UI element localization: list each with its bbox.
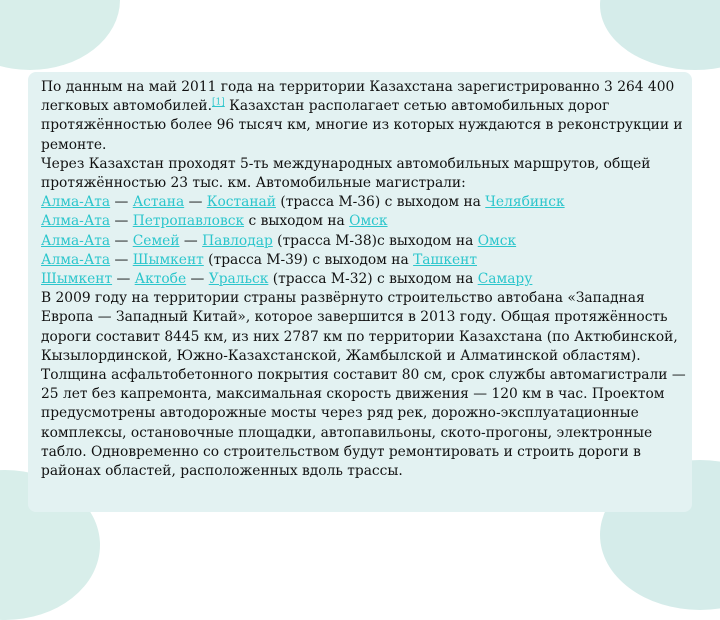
city-link[interactable]: Петропавловск xyxy=(132,213,245,230)
intro-text-cont: Казахстан располагает сетью автомобильных дорог протяжённостью более 96 тысяч км, многие из которых нуждаются в реконструкции и ремонте. xyxy=(41,98,683,153)
route-text: (трасса М-36) с выходом на xyxy=(275,194,486,211)
city-link[interactable]: Омск xyxy=(349,213,388,230)
city-link[interactable]: Челябинск xyxy=(485,194,565,211)
city-link[interactable]: Уральск xyxy=(208,271,269,288)
routes-intro: Через Казахстан проходят 5-ть международных автомобильных маршрутов, общей протяжённостью 23 тыс. км. Автомобильные магистрали: xyxy=(41,155,651,192)
intro-text: По данным на май 2011 года на территории Казахстана зарегистрированно 3 264 400 легковых автомобилей. xyxy=(41,79,675,115)
intro-paragraph xyxy=(41,78,691,155)
separator: — xyxy=(186,271,209,288)
route-line-3 xyxy=(41,232,691,251)
corner-decoration xyxy=(600,0,720,70)
city-link[interactable]: Алма-Ата xyxy=(41,213,111,230)
route-text: (трасса М-32) с выходом на xyxy=(268,271,478,288)
separator: — xyxy=(112,271,135,288)
separator: — xyxy=(110,213,133,230)
city-link[interactable]: Шымкент xyxy=(132,251,204,268)
route-line-1 xyxy=(41,193,691,212)
route-text: (трасса М-39) с выходом на xyxy=(203,251,414,268)
separator: — xyxy=(110,194,133,211)
city-link[interactable]: Семей xyxy=(132,232,180,249)
city-link[interactable]: Актобе xyxy=(134,271,187,288)
route-line-5 xyxy=(41,270,691,289)
city-link[interactable]: Алма-Ата xyxy=(41,194,111,211)
separator: — xyxy=(184,194,207,211)
route-line-4 xyxy=(41,251,691,270)
city-link[interactable]: Омск xyxy=(477,232,517,249)
city-link[interactable]: Астана xyxy=(132,194,185,211)
route-line-2 xyxy=(41,212,691,231)
separator: — xyxy=(179,232,203,249)
route-text: с выходом на xyxy=(244,213,350,230)
city-link[interactable]: Алма-Ата xyxy=(41,251,111,268)
separator: — xyxy=(110,251,133,268)
city-link[interactable]: Шымкент xyxy=(41,271,113,288)
route-text: (трасса М-38)с выходом на xyxy=(272,232,478,249)
separator: — xyxy=(110,232,133,249)
city-link[interactable]: Ташкент xyxy=(413,251,477,268)
city-link[interactable]: Самару xyxy=(477,271,533,288)
autobahn-paragraph: В 2009 году на территории страны развёрнуто строительство автобана «Западная Европа — Западный Китай», которое завершится в 2013 году. Общая протяжённость дороги составит 8445 км, из них 2787 км по территории Казахстана (по Актюбинской, Кызылординской, Южно-Казахстанской, Жамбылской и Алматинской областям). Толщина асфальтобетонного покрытия составит 80 см, срок службы автомагистрали — 25 лет без капремонта, максимальная скорость движения — 120 км в час. Проектом предусмотрены автодорожные мосты через ряд рек, дорожно-эксплуатационные комплексы, остановочные площадки, автопавильоны, ското-прогоны, электронные табло. Одновременно со строительством будут ремонтировать и строить дороги в районах областей, расположенных вдоль трассы. xyxy=(41,290,686,480)
corner-decoration xyxy=(0,0,120,70)
city-link[interactable]: Костанай xyxy=(206,194,276,211)
city-link[interactable]: Павлодар xyxy=(202,232,273,249)
slide-content xyxy=(41,78,691,481)
city-link[interactable]: Алма-Ата xyxy=(41,232,111,249)
footnote-link[interactable]: [1] xyxy=(212,97,225,108)
